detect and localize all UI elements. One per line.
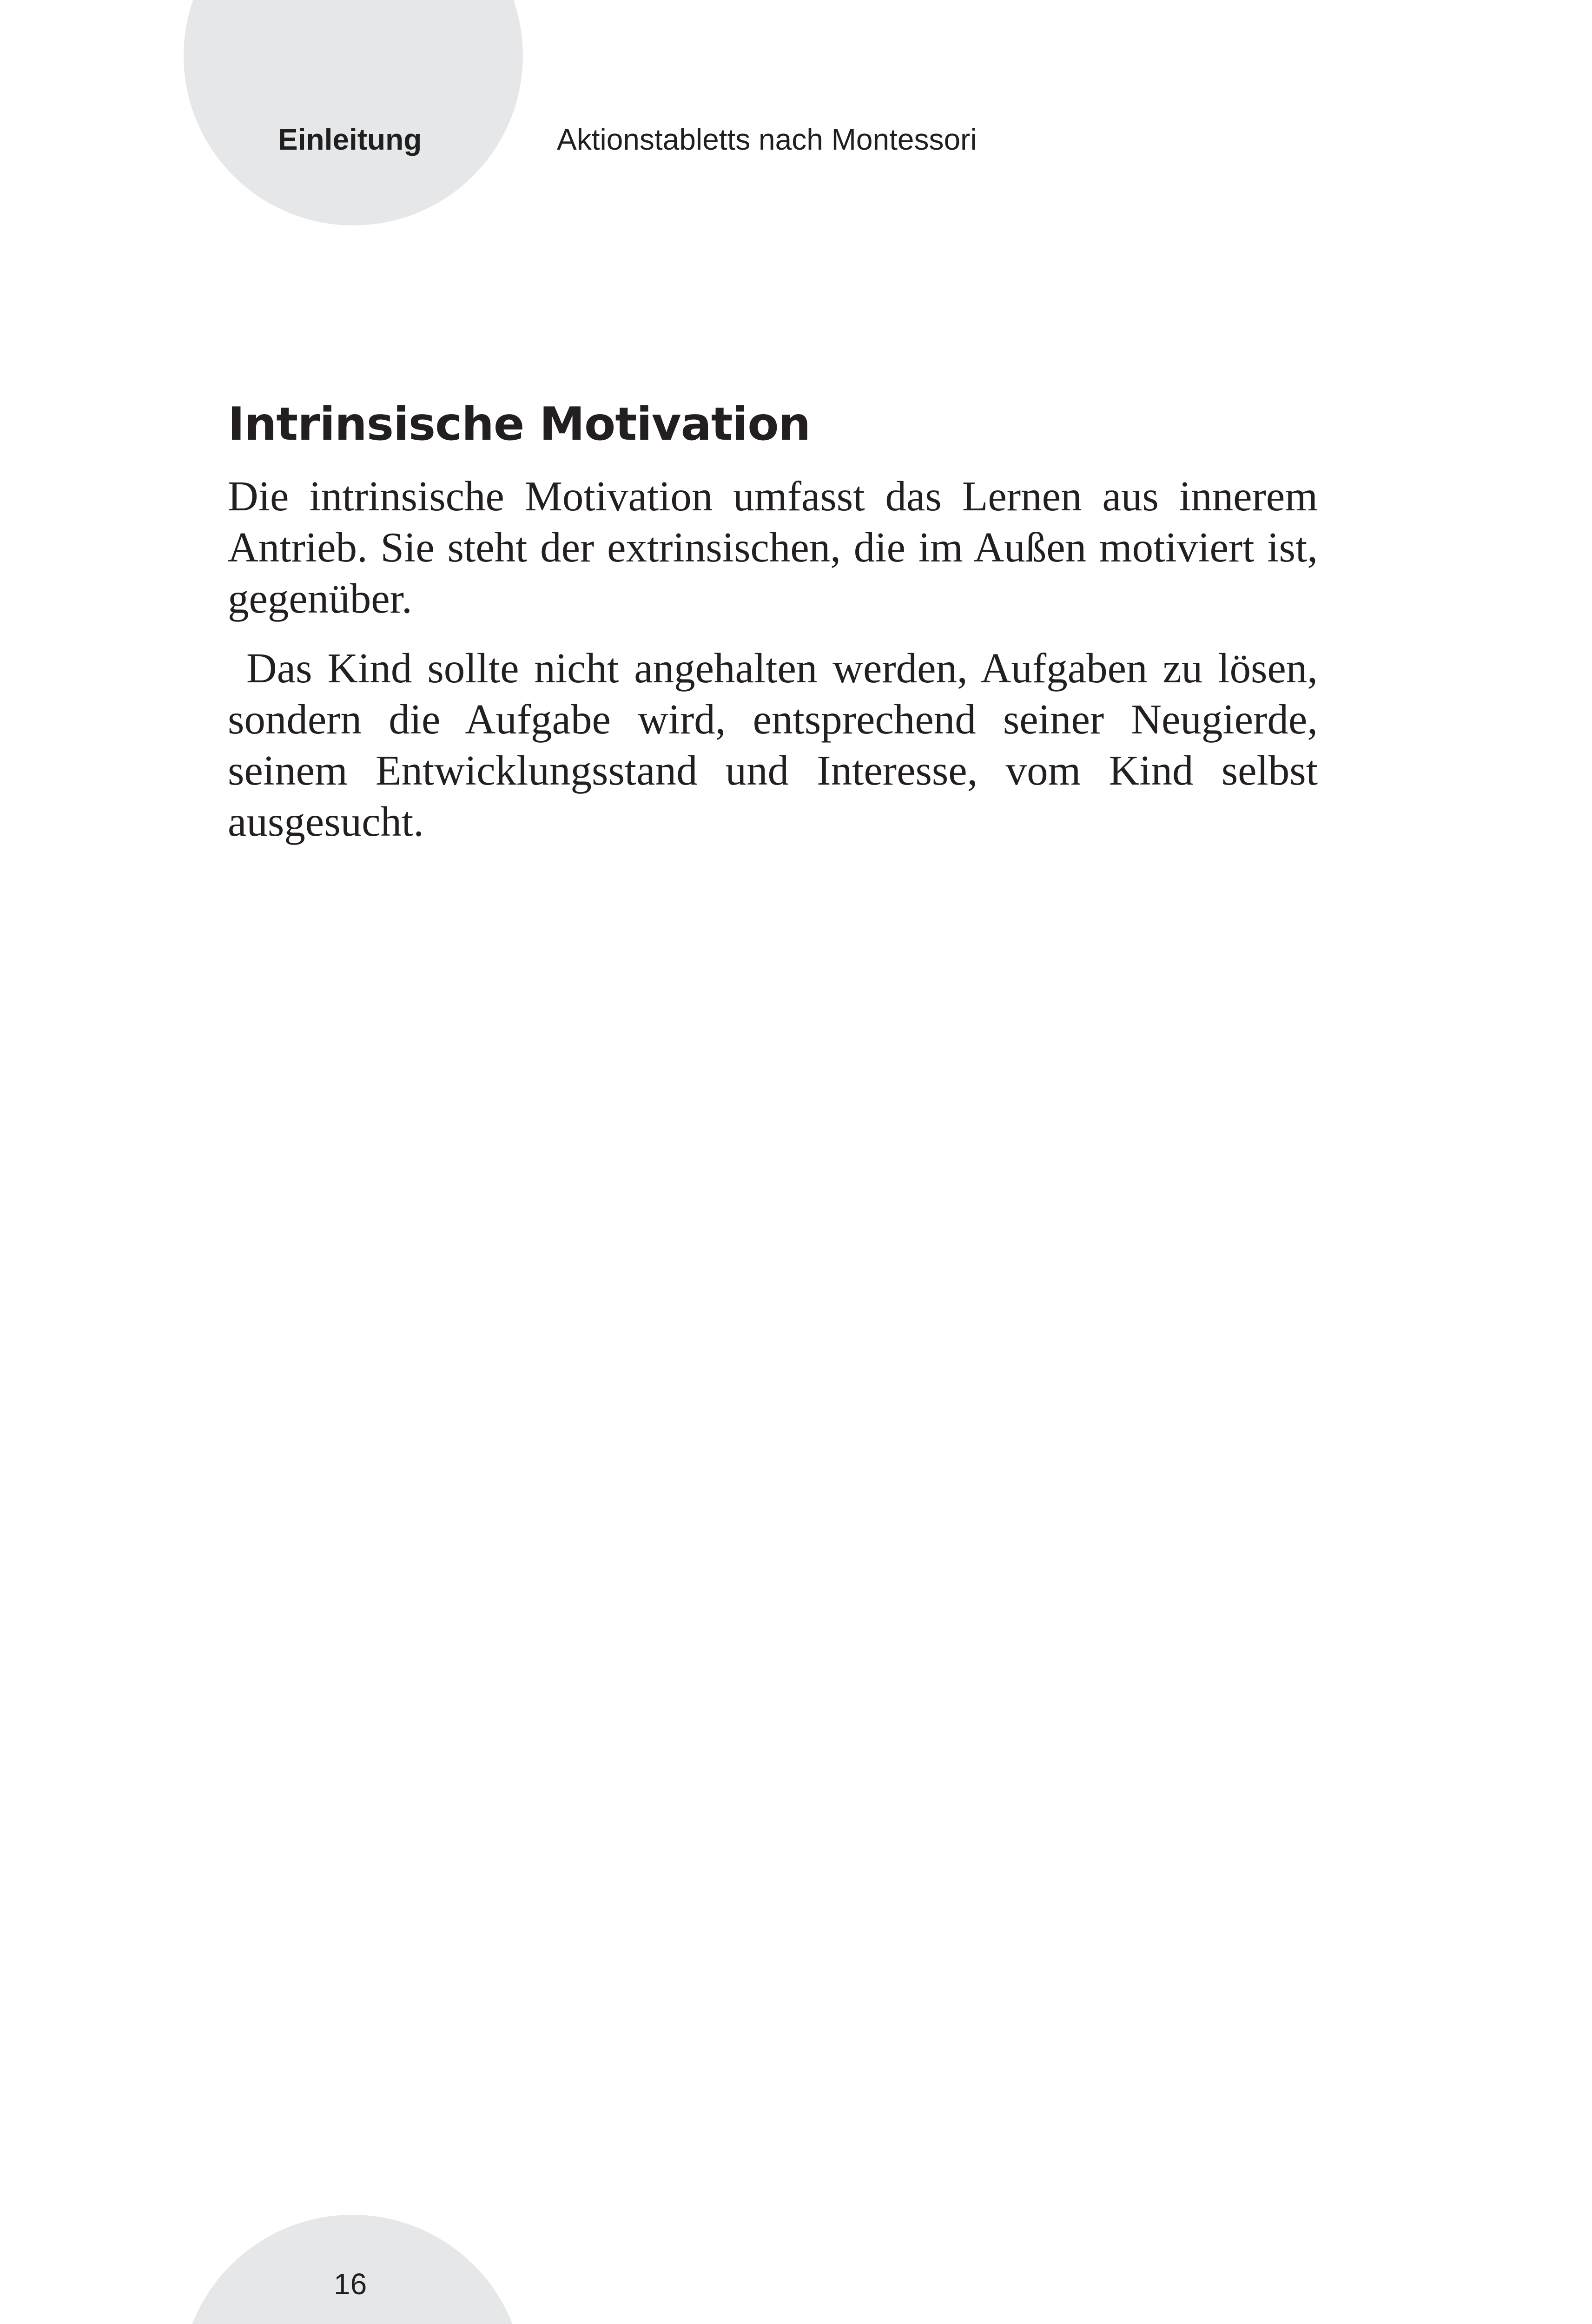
paragraph-2: Das Kind sollte nicht angehalten werden, Aufgaben zu lösen, sondern die Aufgabe wird, entsprechend seiner Neugierde, seinem Entwicklungsstand und Interesse, vom Kind selbst ausgesucht.: [228, 644, 1318, 845]
paragraph-1: Die intrinsische Motivation umfasst das Lernen aus innerem Antrieb. Sie steht der extrinsischen, die im Außen motiviert ist, gegenüber.: [228, 472, 1318, 622]
header-book-title: Aktionstabletts nach Montessori: [557, 123, 977, 156]
article-heading: Intrinsische Motivation: [228, 398, 811, 451]
header-decorative-circle: [184, 0, 523, 225]
article-content: [228, 397, 1318, 847]
page-number: 16: [334, 2267, 367, 2301]
header-section-label: Einleitung: [278, 123, 422, 156]
